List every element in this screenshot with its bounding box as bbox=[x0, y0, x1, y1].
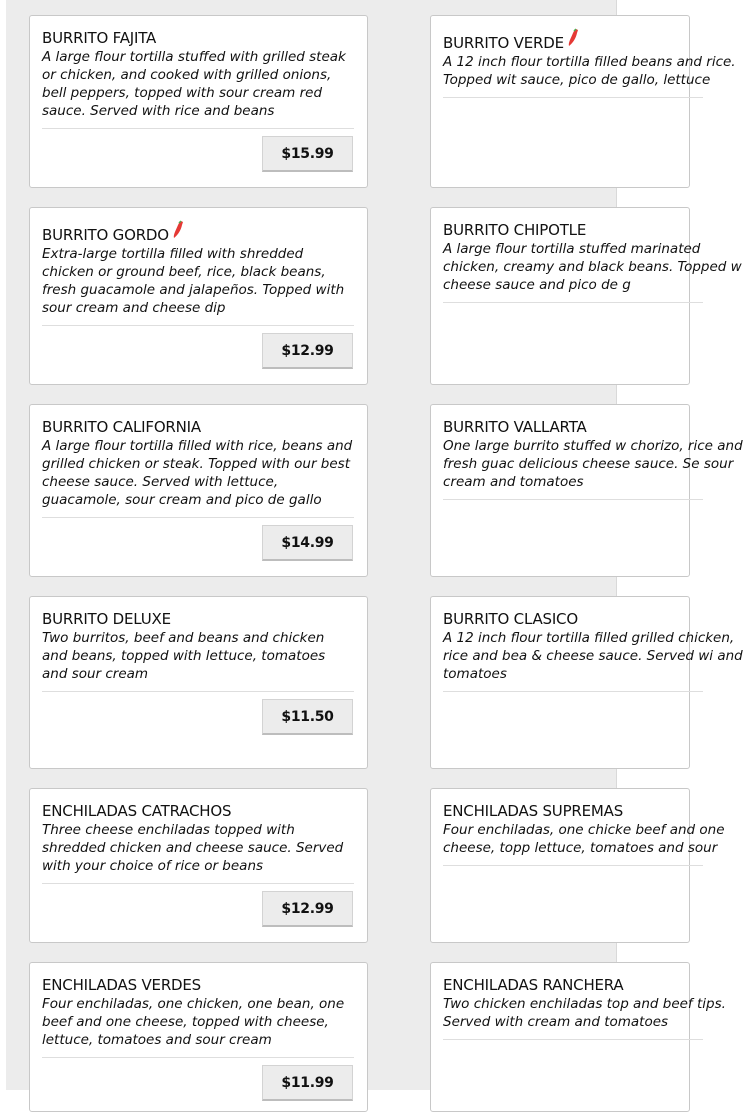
menu-item-card[interactable] bbox=[29, 962, 368, 1112]
divider bbox=[42, 883, 354, 884]
item-description: Four enchiladas, one chicke beef and one cheese, topp lettuce, tomatoes and sour bbox=[443, 822, 725, 856]
divider bbox=[42, 1057, 354, 1058]
item-title: ENCHILADAS RANCHERA bbox=[443, 976, 624, 994]
item-description: A large flour tortilla stuffed marinated chicken, creamy and black beans. Topped w cheese sauce and pico de g bbox=[443, 241, 742, 293]
item-description: One large burrito stuffed w chorizo, rice and fresh guac delicious cheese sauce. Se sour cream and tomatoes bbox=[443, 438, 743, 490]
item-title: BURRITO VALLARTA bbox=[443, 418, 587, 436]
price-button[interactable]: $12.99 bbox=[262, 333, 353, 369]
menu-item-card[interactable] bbox=[29, 788, 368, 943]
chili-pepper-icon bbox=[567, 28, 579, 48]
divider bbox=[443, 865, 703, 866]
item-title: BURRITO FAJITA bbox=[42, 29, 157, 47]
divider bbox=[443, 97, 703, 98]
divider bbox=[443, 302, 703, 303]
divider bbox=[443, 499, 703, 500]
item-description: A large flour tortilla filled with rice, beans and grilled chicken or steak. Topped with our best cheese sauce. Served with lettuce, guacamole, sour cream and pico de gallo bbox=[42, 438, 353, 508]
divider bbox=[443, 1039, 703, 1040]
item-title: ENCHILADAS SUPREMAS bbox=[443, 802, 624, 820]
divider bbox=[42, 517, 354, 518]
price-button[interactable]: $11.99 bbox=[262, 1065, 353, 1101]
menu-item-card[interactable] bbox=[29, 207, 368, 385]
item-description: Extra-large tortilla filled with shredded chicken or ground beef, rice, black beans, fresh guacamole and jalapeños. Topped with sour cream and cheese dip bbox=[42, 246, 345, 316]
item-title: BURRITO DELUXE bbox=[42, 610, 171, 628]
menu-item-card[interactable] bbox=[430, 596, 743, 769]
menu-item-card[interactable] bbox=[430, 404, 743, 577]
menu-item-card[interactable] bbox=[430, 15, 736, 188]
menu-item-card[interactable] bbox=[29, 404, 368, 577]
item-description: Two chicken enchiladas top and beef tips. Served with cream and tomatoes bbox=[443, 996, 726, 1030]
item-title: BURRITO CHIPOTLE bbox=[443, 221, 587, 239]
menu-item-card[interactable] bbox=[29, 15, 368, 188]
menu-item-card[interactable] bbox=[430, 788, 725, 943]
item-description: A 12 inch flour tortilla filled grilled chicken, rice and bea & cheese sauce. Served wi and tomatoes bbox=[443, 630, 743, 682]
item-title: BURRITO GORDO bbox=[42, 220, 355, 245]
item-title: ENCHILADAS VERDES bbox=[42, 976, 201, 994]
item-description: A 12 inch flour tortilla filled beans and rice. Topped wit sauce, pico de gallo, lettuce bbox=[443, 54, 736, 88]
menu-item-card[interactable] bbox=[430, 962, 726, 1112]
item-title: BURRITO CALIFORNIA bbox=[42, 418, 201, 436]
divider bbox=[42, 325, 354, 326]
price-button[interactable]: $15.99 bbox=[262, 136, 353, 172]
divider bbox=[42, 128, 354, 129]
item-description: Two burritos, beef and beans and chicken and beans, topped with lettuce, tomatoes and sour cream bbox=[42, 630, 326, 682]
item-description: Three cheese enchiladas topped with shredded chicken and cheese sauce. Served with your choice of rice or beans bbox=[42, 822, 344, 874]
item-title: BURRITO VERDE bbox=[443, 28, 743, 53]
price-button[interactable]: $11.50 bbox=[262, 699, 353, 735]
item-description: A large flour tortilla stuffed with grilled steak or chicken, and cooked with grilled onions, bell peppers, topped with sour cream red sauce. Served with rice and beans bbox=[42, 49, 346, 119]
price-button[interactable]: $14.99 bbox=[262, 525, 353, 561]
item-title: ENCHILADAS CATRACHOS bbox=[42, 802, 232, 820]
menu-item-card[interactable] bbox=[430, 207, 742, 385]
item-description: Four enchiladas, one chicken, one bean, one beef and one cheese, topped with cheese, lettuce, tomatoes and sour cream bbox=[42, 996, 345, 1048]
divider bbox=[42, 691, 354, 692]
chili-pepper-icon bbox=[172, 220, 184, 240]
divider bbox=[443, 691, 703, 692]
item-title: BURRITO CLASICO bbox=[443, 610, 578, 628]
menu-item-card[interactable] bbox=[29, 596, 368, 769]
price-button[interactable]: $12.99 bbox=[262, 891, 353, 927]
